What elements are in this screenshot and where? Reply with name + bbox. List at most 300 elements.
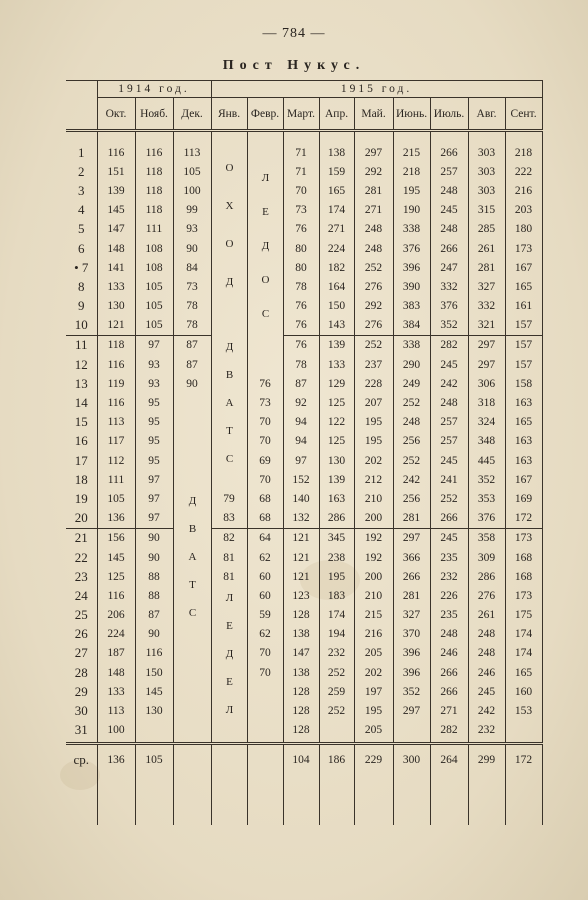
table-cell: 105 (173, 162, 211, 181)
table-cell: 139 (319, 335, 354, 355)
average-cell: 300 (393, 743, 430, 775)
tail-cell (247, 775, 283, 825)
table-cell: 70 (247, 644, 283, 663)
average-cell: 264 (430, 743, 468, 775)
average-cell: 136 (97, 743, 135, 775)
table-cell: 249 (393, 374, 430, 393)
table-cell: 266 (430, 239, 468, 258)
table-cell: 167 (505, 470, 542, 489)
table-cell: 62 (247, 625, 283, 644)
table-cell: 165 (505, 277, 542, 296)
day-number: 13 (66, 374, 97, 393)
table-cell: 165 (505, 413, 542, 432)
table-cell: 297 (468, 355, 505, 374)
table-row (66, 567, 542, 586)
month-header: Дек. (173, 98, 211, 131)
table-cell: 152 (283, 470, 319, 489)
spacer-cell (247, 131, 283, 144)
table-cell: 121 (97, 316, 135, 336)
table-cell: 246 (430, 644, 468, 663)
table-cell: 285 (468, 220, 505, 239)
table-cell: 169 (505, 489, 542, 508)
table-cell: 332 (430, 277, 468, 296)
table-row (66, 297, 542, 316)
table-cell: 116 (97, 355, 135, 374)
table-cell: 76 (283, 335, 319, 355)
day-number: 22 (66, 548, 97, 567)
day-number: 29 (66, 682, 97, 701)
table-cell: 327 (468, 277, 505, 296)
table-cell: 281 (354, 181, 393, 200)
month-header: Май. (354, 98, 393, 131)
table-cell: 163 (505, 432, 542, 451)
table-cell: 78 (173, 316, 211, 336)
table-cell: 105 (135, 297, 173, 316)
discharge-table (66, 80, 543, 825)
table-cell: 173 (505, 239, 542, 258)
table-cell: 150 (135, 663, 173, 682)
table-cell: 95 (135, 432, 173, 451)
table-cell: 78 (283, 277, 319, 296)
table-cell: 161 (505, 297, 542, 316)
table-cell: 82 (211, 528, 247, 548)
table-cell: 105 (97, 489, 135, 508)
tail-cell (97, 775, 135, 825)
table-cell: 125 (319, 393, 354, 412)
table-row (66, 413, 542, 432)
table-cell: 245 (430, 355, 468, 374)
tail-cell (430, 775, 468, 825)
table-cell: 192 (354, 528, 393, 548)
table-cell: 218 (505, 143, 542, 162)
table-cell: 174 (505, 644, 542, 663)
table-cell: 168 (505, 567, 542, 586)
table-cell (247, 682, 283, 701)
table-cell: 128 (283, 701, 319, 720)
table-cell: 238 (319, 548, 354, 567)
table-cell: 248 (393, 413, 430, 432)
table-cell: 286 (468, 567, 505, 586)
table-cell: 222 (505, 162, 542, 181)
table-cell: 252 (393, 451, 430, 470)
table-cell: 445 (468, 451, 505, 470)
day-number: 31 (66, 721, 97, 740)
year-1915-header: 1915 год. (211, 81, 542, 98)
table-cell: 242 (430, 374, 468, 393)
table-cell: 93 (173, 220, 211, 239)
table-cell: 195 (393, 181, 430, 200)
table-cell: 113 (97, 701, 135, 720)
table-cell: 145 (135, 682, 173, 701)
table-cell: 173 (505, 586, 542, 605)
table-cell (393, 721, 430, 740)
average-cell (247, 743, 283, 775)
table-cell: 160 (505, 682, 542, 701)
table-cell: 303 (468, 143, 505, 162)
table-cell: 119 (97, 374, 135, 393)
table-cell: 292 (354, 162, 393, 181)
day-number: 12 (66, 355, 97, 374)
table-cell: 215 (354, 606, 393, 625)
table-cell: 123 (283, 586, 319, 605)
table-cell: 252 (354, 258, 393, 277)
table-cell: 140 (283, 489, 319, 508)
table-row (66, 701, 542, 720)
tail-cell (66, 775, 97, 825)
table-cell: 78 (173, 297, 211, 316)
table-cell: 87 (283, 374, 319, 393)
table-cell: 206 (97, 606, 135, 625)
table-cell: 212 (354, 470, 393, 489)
table-cell: 112 (97, 451, 135, 470)
table-cell: 366 (393, 548, 430, 567)
table-cell: 108 (135, 258, 173, 277)
table-cell: 352 (430, 316, 468, 336)
table-cell: 228 (354, 374, 393, 393)
table-cell: 210 (354, 586, 393, 605)
day-number: 19 (66, 489, 97, 508)
day-number: 27 (66, 644, 97, 663)
table-cell: 252 (393, 393, 430, 412)
table-cell: 90 (173, 374, 211, 393)
table-cell: 383 (393, 297, 430, 316)
day-number: 16 (66, 432, 97, 451)
table-cell: 376 (393, 239, 430, 258)
table-cell: 266 (393, 567, 430, 586)
jan-ice-label-3-text: ЛЕДЕЛ (223, 591, 236, 732)
table-cell: 145 (97, 201, 135, 220)
table-cell: 205 (354, 644, 393, 663)
table-cell: 174 (319, 201, 354, 220)
spacer-cell (66, 131, 97, 144)
average-cell: 229 (354, 743, 393, 775)
table-cell: 324 (468, 413, 505, 432)
table-cell: 297 (468, 335, 505, 355)
table-cell: 130 (319, 451, 354, 470)
day-number: 2 (66, 162, 97, 181)
table-cell: 256 (393, 489, 430, 508)
table-cell (247, 701, 283, 720)
table-cell: 70 (247, 470, 283, 489)
day-number: 25 (66, 606, 97, 625)
tail-cell (354, 775, 393, 825)
table-cell: 376 (468, 509, 505, 529)
tail-cell (173, 775, 211, 825)
month-header: Нояб. (135, 98, 173, 131)
jan-ice-label-1-text: ОХОД (223, 161, 236, 314)
spacer-cell (430, 131, 468, 144)
table-cell: 245 (430, 528, 468, 548)
table-cell: 297 (393, 701, 430, 720)
jan-ice-label-3 (211, 586, 247, 740)
table-cell: 207 (354, 393, 393, 412)
table-cell: 84 (173, 258, 211, 277)
table-cell: 348 (468, 432, 505, 451)
table-cell: 226 (430, 586, 468, 605)
table-cell: 303 (468, 181, 505, 200)
table-cell: 121 (283, 548, 319, 567)
table-cell: 248 (354, 239, 393, 258)
table-cell: 266 (430, 682, 468, 701)
table-cell: 248 (430, 393, 468, 412)
day-number: 9 (66, 297, 97, 316)
table-cell: 132 (283, 509, 319, 529)
table-row (66, 586, 542, 605)
table-cell: 345 (319, 528, 354, 548)
spacer-cell (354, 131, 393, 144)
day-number: 4 (66, 201, 97, 220)
table-cell: 248 (354, 220, 393, 239)
table-cell: 370 (393, 625, 430, 644)
table-cell (319, 721, 354, 740)
table-cell: 73 (173, 277, 211, 296)
table-cell: 197 (354, 682, 393, 701)
table-cell: 71 (283, 162, 319, 181)
table-cell: 116 (97, 586, 135, 605)
day-number: 8 (66, 277, 97, 296)
table-cell: 297 (393, 528, 430, 548)
table-cell: 384 (393, 316, 430, 336)
table-cell: 157 (505, 335, 542, 355)
tail-cell (505, 775, 542, 825)
table-cell: 248 (468, 644, 505, 663)
day-number: 20 (66, 509, 97, 529)
average-cell: 104 (283, 743, 319, 775)
table-cell: 306 (468, 374, 505, 393)
table-cell: 248 (430, 220, 468, 239)
table-cell: 282 (430, 335, 468, 355)
table-cell: 118 (135, 181, 173, 200)
table-cell: 129 (319, 374, 354, 393)
tail-cell (283, 775, 319, 825)
table-cell: 121 (283, 567, 319, 586)
table-cell: 232 (468, 721, 505, 740)
table-cell: 70 (247, 663, 283, 682)
average-cell (173, 743, 211, 775)
table-cell: 105 (135, 277, 173, 296)
table-row (66, 201, 542, 220)
table-cell: 256 (393, 432, 430, 451)
table-cell: 80 (283, 258, 319, 277)
table-cell: 113 (97, 413, 135, 432)
table-cell: 321 (468, 316, 505, 336)
table-cell: 113 (173, 143, 211, 162)
month-header: Март. (283, 98, 319, 131)
table-cell: 163 (319, 489, 354, 508)
table-cell: 224 (97, 625, 135, 644)
table-cell: 210 (354, 489, 393, 508)
table-cell: 282 (430, 721, 468, 740)
table-cell: 163 (505, 393, 542, 412)
table-cell: 216 (505, 181, 542, 200)
table-cell: 248 (430, 181, 468, 200)
table-cell: 232 (430, 567, 468, 586)
table-cell: 95 (135, 451, 173, 470)
table-cell: 175 (505, 606, 542, 625)
table-cell: 62 (247, 548, 283, 567)
table-cell: 95 (135, 393, 173, 412)
table-cell: 290 (393, 355, 430, 374)
table-cell: 90 (135, 528, 173, 548)
table-cell: 145 (97, 548, 135, 567)
table-cell: 76 (283, 297, 319, 316)
table-cell: 318 (468, 393, 505, 412)
table-cell: 128 (283, 682, 319, 701)
table-row (66, 489, 542, 508)
jan-ice-label-2 (211, 335, 247, 489)
post-title: Пост Нукус. (222, 58, 366, 73)
table-cell: 390 (393, 277, 430, 296)
table-cell: 202 (354, 451, 393, 470)
table-cell: 121 (283, 528, 319, 548)
table-cell: 338 (393, 335, 430, 355)
tail-cell (393, 775, 430, 825)
tail-cell (468, 775, 505, 825)
table-cell: 105 (135, 316, 173, 336)
table-cell: 59 (247, 606, 283, 625)
table-cell: 315 (468, 201, 505, 220)
spacer-cell (283, 131, 319, 144)
table-cell: 172 (505, 509, 542, 529)
table-cell: 266 (430, 143, 468, 162)
day-number: 18 (66, 470, 97, 489)
table-cell: 216 (354, 625, 393, 644)
table-cell: 128 (283, 606, 319, 625)
day-number: 6 (66, 239, 97, 258)
table-cell: 261 (468, 606, 505, 625)
table-cell: 266 (430, 663, 468, 682)
year-1914-header: 1914 год. (97, 81, 211, 98)
table-cell: 111 (97, 470, 135, 489)
table-row (66, 162, 542, 181)
table-cell: 309 (468, 548, 505, 567)
table-row (66, 258, 542, 277)
table-cell: 153 (505, 701, 542, 720)
table-cell: 165 (319, 181, 354, 200)
table-cell: 195 (354, 701, 393, 720)
table-cell: 259 (319, 682, 354, 701)
table-cell: 70 (247, 432, 283, 451)
table-cell: 88 (135, 567, 173, 586)
table-cell: 73 (247, 393, 283, 412)
table-cell: 128 (283, 721, 319, 740)
table-cell: 81 (211, 548, 247, 567)
table-cell: 195 (354, 413, 393, 432)
month-header: Окт. (97, 98, 135, 131)
table-row (66, 721, 542, 740)
table-cell: 157 (505, 316, 542, 336)
month-header: Июль. (430, 98, 468, 131)
table-cell: 111 (135, 220, 173, 239)
day-number: 3 (66, 181, 97, 200)
day-number: 17 (66, 451, 97, 470)
spacer-cell (135, 131, 173, 144)
table-cell: 358 (468, 528, 505, 548)
table-cell: 338 (393, 220, 430, 239)
table-cell: 276 (354, 316, 393, 336)
day-number: 15 (66, 413, 97, 432)
table-cell: 116 (135, 143, 173, 162)
jan-ice-label-2-text: ДВАТС (223, 340, 236, 481)
table-row (66, 625, 542, 644)
table-cell: 257 (430, 162, 468, 181)
table-row (66, 663, 542, 682)
table-cell: 353 (468, 489, 505, 508)
table-cell: 130 (97, 297, 135, 316)
table-cell: 168 (505, 548, 542, 567)
table-row (66, 682, 542, 701)
table-cell: 303 (468, 162, 505, 181)
table-row (66, 393, 542, 412)
table-cell: 281 (393, 586, 430, 605)
tail-cell (319, 775, 354, 825)
table-cell: 174 (505, 625, 542, 644)
table-cell: 203 (505, 201, 542, 220)
month-header: Сент. (505, 98, 542, 131)
table-cell: 257 (430, 413, 468, 432)
table-row (66, 606, 542, 625)
table-cell: 247 (430, 258, 468, 277)
table-cell: 136 (97, 509, 135, 529)
table-cell: 182 (319, 258, 354, 277)
table-cell: 71 (283, 143, 319, 162)
table-cell: 235 (430, 548, 468, 567)
table-cell: 97 (135, 489, 173, 508)
table-cell: 352 (393, 682, 430, 701)
spacer-cell (173, 131, 211, 144)
day-number: 24 (66, 586, 97, 605)
day-number: 23 (66, 567, 97, 586)
table-cell: 235 (430, 606, 468, 625)
month-header: Авг. (468, 98, 505, 131)
table-cell: 190 (393, 201, 430, 220)
table-cell: 215 (393, 143, 430, 162)
spacer-cell (211, 131, 247, 144)
tail-cell (211, 775, 247, 825)
table-row (66, 277, 542, 296)
table-cell: 150 (319, 297, 354, 316)
table-cell: 194 (319, 625, 354, 644)
table-cell: 237 (354, 355, 393, 374)
average-cell: 299 (468, 743, 505, 775)
table-row (66, 509, 542, 529)
table-row (66, 432, 542, 451)
table-cell: 100 (97, 721, 135, 740)
day-number: 1 (66, 143, 97, 162)
table-cell: 242 (468, 701, 505, 720)
table-cell: 60 (247, 567, 283, 586)
table-cell: 156 (97, 528, 135, 548)
table-cell: 163 (505, 451, 542, 470)
table-cell: 80 (283, 239, 319, 258)
table-row (66, 335, 542, 355)
table-cell: 245 (430, 201, 468, 220)
page-number: — 784 — (262, 26, 326, 41)
table-cell: 93 (135, 374, 173, 393)
table-cell: 271 (319, 220, 354, 239)
table-cell: 78 (283, 355, 319, 374)
table-cell: 245 (468, 682, 505, 701)
table-cell: 252 (319, 701, 354, 720)
table-row (66, 374, 542, 393)
table-cell: 133 (97, 277, 135, 296)
table-row (66, 451, 542, 470)
table-cell: 118 (135, 162, 173, 181)
table-cell: 276 (468, 586, 505, 605)
table-row (66, 644, 542, 663)
table-cell: 94 (283, 432, 319, 451)
corner-cell (66, 81, 97, 131)
